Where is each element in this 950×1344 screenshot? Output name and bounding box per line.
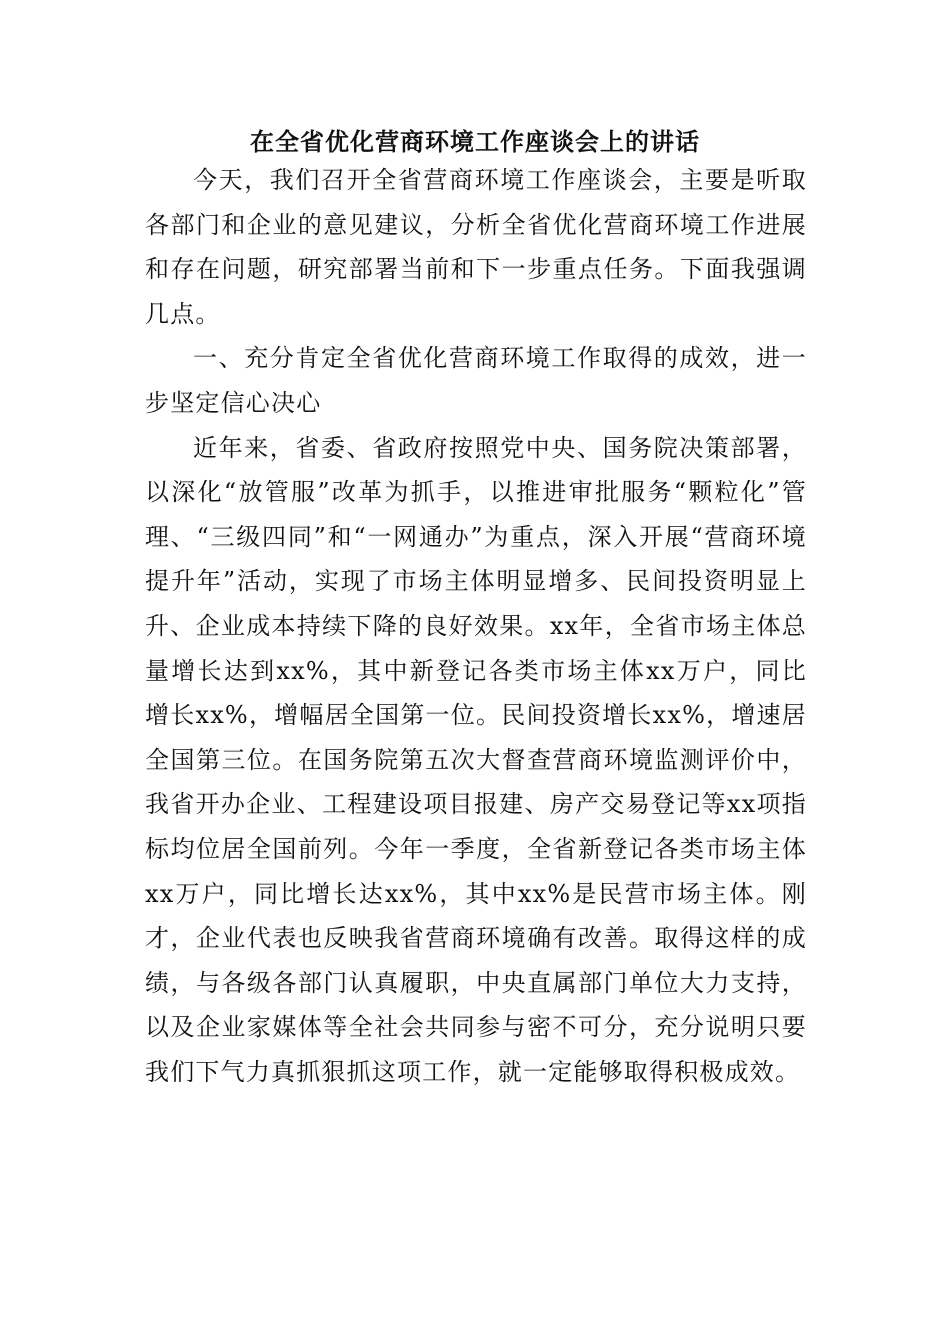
- section-heading-one: 一、充分肯定全省优化营商环境工作取得的成效，进一步坚定信心决心: [145, 344, 807, 417]
- document-title: 在全省优化营商环境工作座谈会上的讲话: [250, 127, 700, 156]
- paragraph-intro: 今天，我们召开全省营商环境工作座谈会，主要是听取各部门和企业的意见建议，分析全省优化营商环境工作进展和存在问题，研究部署当前和下一步重点任务。下面我强调几点。: [145, 166, 807, 328]
- paragraph-achievements: 近年来，省委、省政府按照党中央、国务院决策部署，以深化“放管服”改革为抓手，以推进审批服务“颗粒化”管理、“三级四同”和“一网通办”为重点，深入开展“营商环境提升年”活动，实现了市场主体明显增多、民间投资明显上升、企业成本持续下降的良好效果。xx年，全省市场主体总量增长达到xx%，其中新登记各类市场主体xx万户，同比增长xx%，增幅居全国第一位。民间投资增长xx%，增速居全国第三位。在国务院第五次大督查营商环境监测评价中，我省开办企业、工程建设项目报建、房产交易登记等xx项指标均位居全国前列。今年一季度，全省新登记各类市场主体xx万户，同比增长达xx%，其中xx%是民营市场主体。刚才，企业代表也反映我省营商环境确有改善。取得这样的成绩，与各级各部门认真履职，中央直属部门单位大力支持，以及企业家媒体等全社会共同参与密不可分，充分说明只要我们下气力真抓狠抓这项工作，就一定能够取得积极成效。: [145, 433, 807, 1086]
- document-body: [145, 158, 807, 1094]
